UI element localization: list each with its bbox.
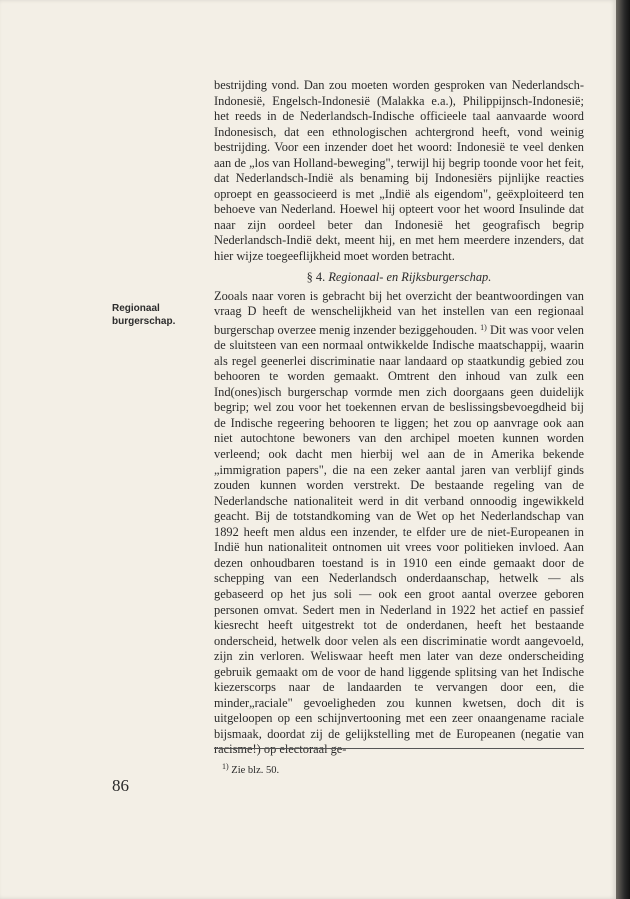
section-title: Regionaal- en Rijksburgerschap. bbox=[328, 269, 492, 284]
footnote-marker: 1) bbox=[222, 762, 229, 771]
paragraph-continuation: bestrijding vond. Dan zou moeten worden gesproken van Nederlandsch-Indonesië, Engelsch-Indonesië (Malakka e.a.), Philippijnsch-Indonesië; het reeds in de Nederlandsch-Indische officieele taal aanvaarde woord Indonesisch, dat een ethnologischen achtergrond heeft, vond weinig bestrijding. Voor een inzender doet het woord: Indonesië te veel denken aan de „los van Holland-beweging", terwijl hij begrip toonde voor het feit, dat Nederlandsch-Indië als benaming bij Indonesiërs pijnlijke reacties oproept en geassocieerd is met „Indië als eigendom", geëxploiteerd ten behoeve van Nederland. Hoewel hij opteert voor het woord Insulinde dat naar zijn oordeel beter dan Indonesië het geografisch begrip Nederlandsch-Indië dekt, meent hij, en met hem meerdere inzenders, dat hier wijze toegeeflijkheid moet worden betracht. bbox=[214, 78, 584, 264]
page-number: 86 bbox=[112, 776, 129, 795]
main-text bbox=[214, 78, 584, 758]
book-spine bbox=[616, 0, 630, 899]
footnote-text: Zie blz. 50. bbox=[231, 765, 280, 776]
margin-note: Regionaal burgerschap. bbox=[112, 303, 176, 327]
footnote-reference: 1) bbox=[480, 322, 487, 332]
paragraph-regional-citizenship bbox=[214, 289, 584, 758]
paragraph-rest: Dit was voor velen de sluitsteen van een normaal ontwikkelde Indische maatschappij, waarin als regel geenerlei discriminatie naar landaard op staatkundig gebied zou behooren te worden gemaakt. Omtrent den inhoud van zulk een Ind(ones)isch burgerschap vormde men zich doorgaans geen duidelijk begrip; wel zou voor het toekennen ervan de beslissingsbevoegdheid bij de Indische regeering behooren te liggen; het zou op aanvrage ook aan niet autochtone bewoners van den archipel moeten kunnen worden verleend; ook dacht men hierbij wel aan de in Amerika bekende „immigration papers", die na een zeker aantal jaren van verblijf ginds zouden kunnen worden verstrekt. De bestaande regeling van de Nederlandsche nationaliteit werd in dit verband onnoodig ingewikkeld geacht. Bij de totstandkoming van de Wet op het Nederlandschap van 1892 heeft men aldus een inzender, te elfder ure de niet-Europeanen in Indië hun nationaliteit ontnomen uit vrees voor politieken invloed. Aan dezen onhoudbaren toestand is in 1910 een einde gemaakt door de schepping van een Nederlandsch onderdaanschap, hetwelk — als gebaseerd op het jus soli — ook een groot aantal overzee geboren personen omvat. Sedert men in Nederland in 1922 het actief en passief kiesrecht heeft uitgestrekt tot de onderdanen, heeft het bestaande onderscheid, hetwelk door velen als een discriminatie wordt aangevoeld, zijn zin verloren. Weliswaar heeft men later van deze onderscheiding gebruik gemaakt om de voor de hand liggende splitsing van het Indische kiezerscorps naar de landaarden te vervangen door een, die minder„raciale" gevoeligheden zou kunnen kwetsen, doch dit is uitgeloopen op een schijnvertooning met een zeer onaangename raciale bijsmaak, doordat zij de gelijkstelling met de Europeanen (negatie van racisme!) op electoraal ge- bbox=[214, 322, 584, 757]
footnote-rule bbox=[214, 748, 584, 749]
footnote bbox=[222, 760, 279, 777]
section-number: § 4. bbox=[306, 269, 326, 284]
section-heading bbox=[214, 269, 584, 285]
paragraph-start: Zooals naar voren is gebracht bij het overzicht der beantwoordingen van vraag D heeft de wenschelijkheid van het instellen van een regionaal burgerschap overzee menig inzender beziggehouden. bbox=[214, 288, 584, 337]
